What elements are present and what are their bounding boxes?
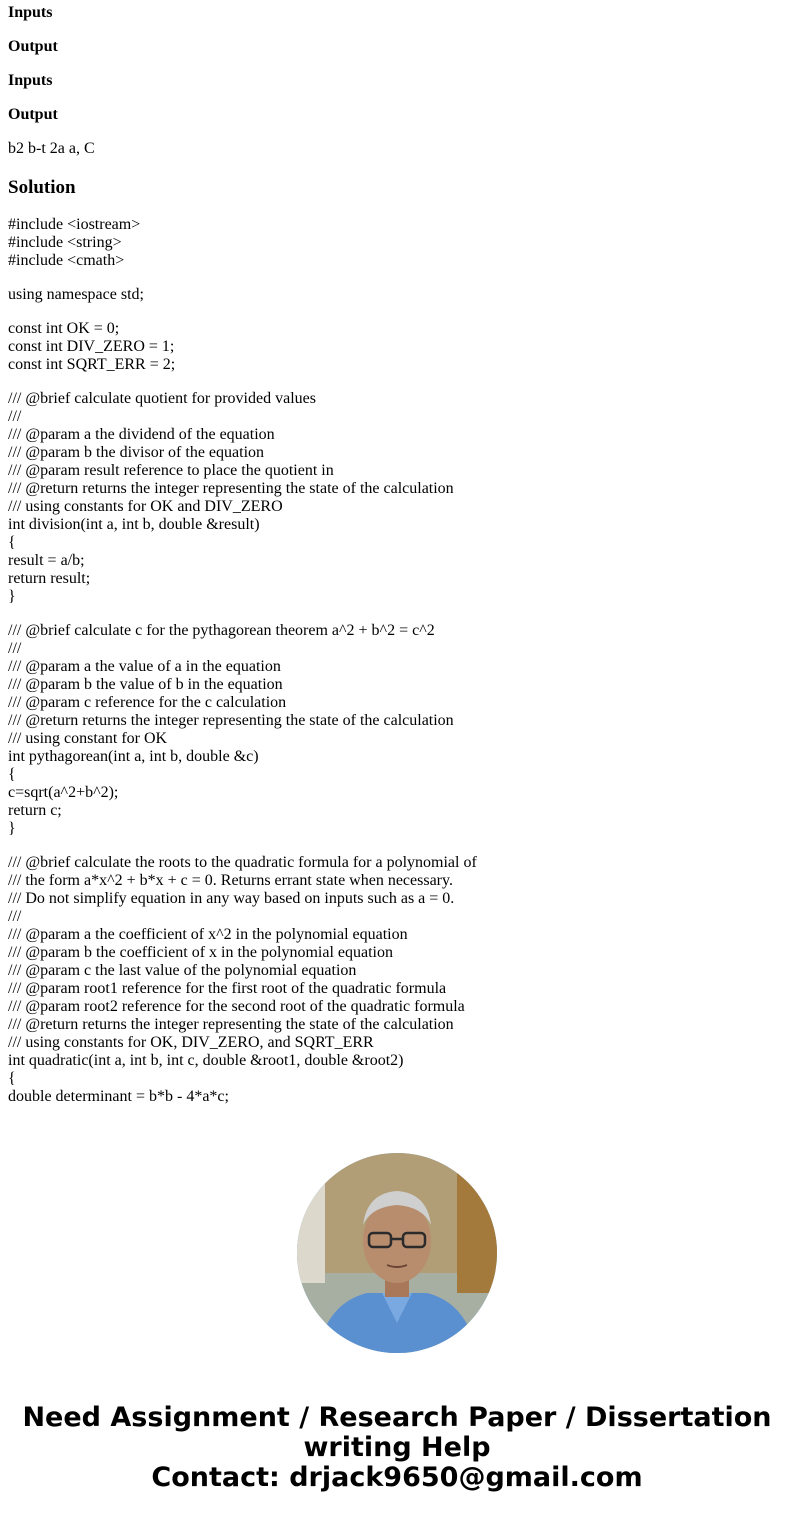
- code-line: using namespace std;: [8, 286, 144, 303]
- code-blank-line: [8, 838, 477, 854]
- footer-line-1: Need Assignment / Research Paper / Dissertation: [22, 1402, 772, 1433]
- code-blank-line: [8, 270, 477, 286]
- code-line: const int DIV_ZERO = 1;: [8, 338, 175, 355]
- code-line: result = a/b;: [8, 552, 85, 569]
- code-line: /// @param root1 reference for the first root of the quadratic formula: [8, 980, 447, 997]
- code-line: /// @param a the value of a in the equation: [8, 658, 281, 675]
- code-line: {: [8, 766, 16, 783]
- code-line: /// @param result reference to place the quotient in: [8, 462, 334, 479]
- code-line: #include <iostream>: [8, 216, 141, 233]
- solution-heading: Solution: [8, 177, 76, 198]
- code-line: /// @param b the value of b in the equation: [8, 676, 283, 693]
- footer-banner: [0, 1403, 794, 1493]
- code-line: /// using constant for OK: [8, 730, 168, 747]
- footer-contact: Contact: drjack9650@gmail.com: [151, 1462, 643, 1493]
- code-line: /// Do not simplify equation in any way based on inputs such as a = 0.: [8, 890, 455, 907]
- code-line: return c;: [8, 802, 62, 819]
- code-line: /// using constants for OK, DIV_ZERO, and SQRT_ERR: [8, 1034, 374, 1051]
- code-blank-line: [8, 374, 477, 390]
- code-blank-line: [8, 606, 477, 622]
- code-line: /// @param b the divisor of the equation: [8, 444, 265, 461]
- code-line: }: [8, 820, 16, 837]
- inputs-label-2: Inputs: [8, 72, 53, 89]
- code-line: int pythagorean(int a, int b, double &c): [8, 748, 259, 765]
- code-line: /// @param b the coefficient of x in the polynomial equation: [8, 944, 393, 961]
- code-line: /// @param root2 reference for the second root of the quadratic formula: [8, 998, 465, 1015]
- code-line: c=sqrt(a^2+b^2);: [8, 784, 119, 801]
- code-line: ///: [8, 908, 22, 925]
- code-line: /// @brief calculate the roots to the quadratic formula for a polynomial of: [8, 854, 477, 871]
- code-line: /// @param c reference for the c calculation: [8, 694, 287, 711]
- code-listing: [8, 216, 477, 1106]
- author-photo: [297, 1153, 497, 1353]
- code-line: /// @return returns the integer representing the state of the calculation: [8, 480, 454, 497]
- code-line: int division(int a, int b, double &result): [8, 516, 260, 533]
- code-line: }: [8, 588, 16, 605]
- code-line: /// @brief calculate c for the pythagorean theorem a^2 + b^2 = c^2: [8, 622, 435, 639]
- inputs-label-1: Inputs: [8, 4, 53, 21]
- code-blank-line: [8, 304, 477, 320]
- code-line: const int OK = 0;: [8, 320, 120, 337]
- code-line: /// using constants for OK and DIV_ZERO: [8, 498, 283, 515]
- code-line: /// @brief calculate quotient for provided values: [8, 390, 316, 407]
- code-line: /// the form a*x^2 + b*x + c = 0. Returns errant state when necessary.: [8, 872, 453, 889]
- code-line: {: [8, 534, 16, 551]
- code-line: /// @param c the last value of the polynomial equation: [8, 962, 357, 979]
- code-line: /// @param a the coefficient of x^2 in the polynomial equation: [8, 926, 408, 943]
- code-line: #include <cmath>: [8, 252, 125, 269]
- code-line: ///: [8, 640, 22, 657]
- person-portrait-icon: [297, 1153, 497, 1353]
- output-label-1: Output: [8, 38, 58, 55]
- formula-text: b2 b-t 2a a, C: [8, 140, 95, 157]
- code-line: /// @return returns the integer representing the state of the calculation: [8, 1016, 454, 1033]
- code-line: return result;: [8, 570, 91, 587]
- code-line: const int SQRT_ERR = 2;: [8, 356, 176, 373]
- code-line: int quadratic(int a, int b, int c, double &root1, double &root2): [8, 1052, 404, 1069]
- code-line: /// @return returns the integer representing the state of the calculation: [8, 712, 454, 729]
- code-line: #include <string>: [8, 234, 122, 251]
- footer-line-2: writing Help: [303, 1432, 491, 1463]
- output-label-2: Output: [8, 106, 58, 123]
- code-line: /// @param a the dividend of the equation: [8, 426, 275, 443]
- code-line: {: [8, 1070, 16, 1087]
- code-line: double determinant = b*b - 4*a*c;: [8, 1088, 229, 1105]
- code-line: ///: [8, 408, 22, 425]
